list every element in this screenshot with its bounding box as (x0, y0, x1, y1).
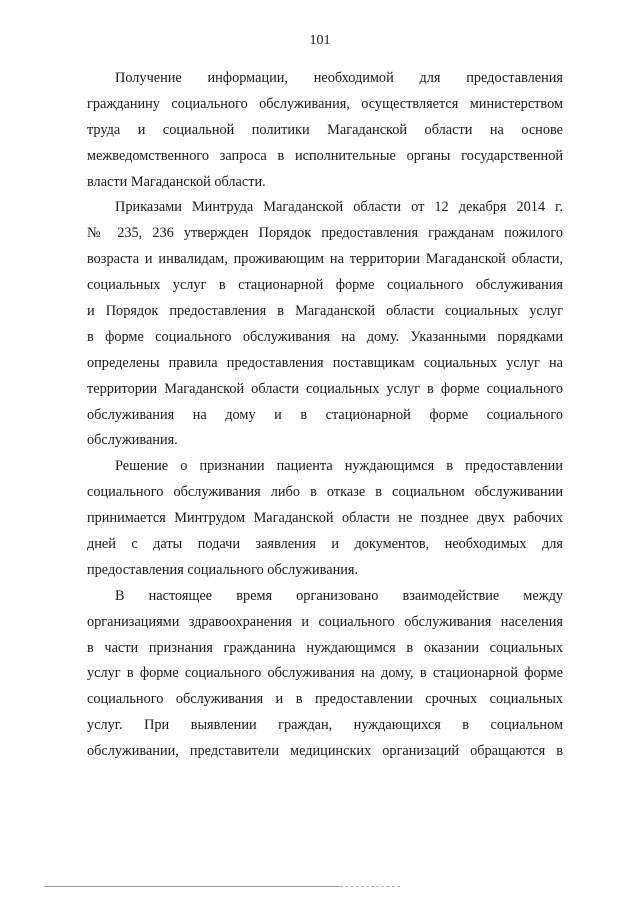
body-text (87, 66, 563, 765)
text-line: социальных услуг в стационарной форме социального обслуживания (87, 277, 563, 294)
text-line: обслуживания. (87, 432, 178, 449)
text-line: в части признания гражданина нуждающимся в оказании социальных (87, 639, 563, 656)
text-line: обслуживания на дому и в стационарной форме социального (87, 406, 563, 423)
text-line: обслуживании, представители медицинских организаций обращаются в (87, 743, 563, 760)
text-line: возраста и инвалидам, проживающим на территории Магаданской области, (87, 251, 563, 268)
text-line: в форме социального обслуживания на дому. Указанными порядками (87, 328, 563, 345)
text-line: власти Магаданской области. (87, 173, 266, 190)
text-line: Получение информации, необходимой для предоставления (115, 70, 563, 86)
text-line: № 235, 236 утвержден Порядок предоставления гражданам пожилого (87, 225, 563, 242)
text-line: услуг. При выявлении граждан, нуждающихся в социальном (87, 717, 563, 734)
bottom-divider (44, 886, 340, 887)
text-line: территории Магаданской области социальных услуг в форме социального (87, 380, 563, 397)
text-line: труда и социальной политики Магаданской области на основе (87, 121, 563, 138)
text-line: Решение о признании пациента нуждающимся в предоставлении (115, 458, 563, 475)
text-line: принимается Минтрудом Магаданской области не позднее двух рабочих (87, 510, 563, 527)
text-line: дней с даты подачи заявления и документов, необходимых для (87, 536, 563, 553)
text-line: предоставления социального обслуживания. (87, 561, 359, 578)
text-line: услуг в форме социального обслуживания на дому, в стационарной форме (87, 665, 563, 682)
text-line: межведомственного запроса в исполнительные органы государственной (87, 147, 563, 164)
text-line: В настоящее время организовано взаимодействие между (115, 587, 563, 604)
text-line: и Порядок предоставления в Магаданской области социальных услуг (87, 303, 563, 320)
text-line: определены правила предоставления поставщикам социальных услуг на (87, 354, 563, 371)
text-line: гражданину социального обслуживания, осуществляется министерством (87, 95, 563, 112)
text-line: Приказами Минтруда Магаданской области от 12 декабря 2014 г. (115, 199, 563, 216)
text-line: социального обслуживания либо в отказе в социальном обслуживании (87, 484, 563, 501)
bottom-divider-dashed (340, 886, 400, 887)
page-number: 101 (309, 33, 331, 48)
text-line: организациями здравоохранения и социального обслуживания населения (87, 613, 563, 630)
text-line: социального обслуживания и в предоставлении срочных социальных (87, 691, 563, 708)
